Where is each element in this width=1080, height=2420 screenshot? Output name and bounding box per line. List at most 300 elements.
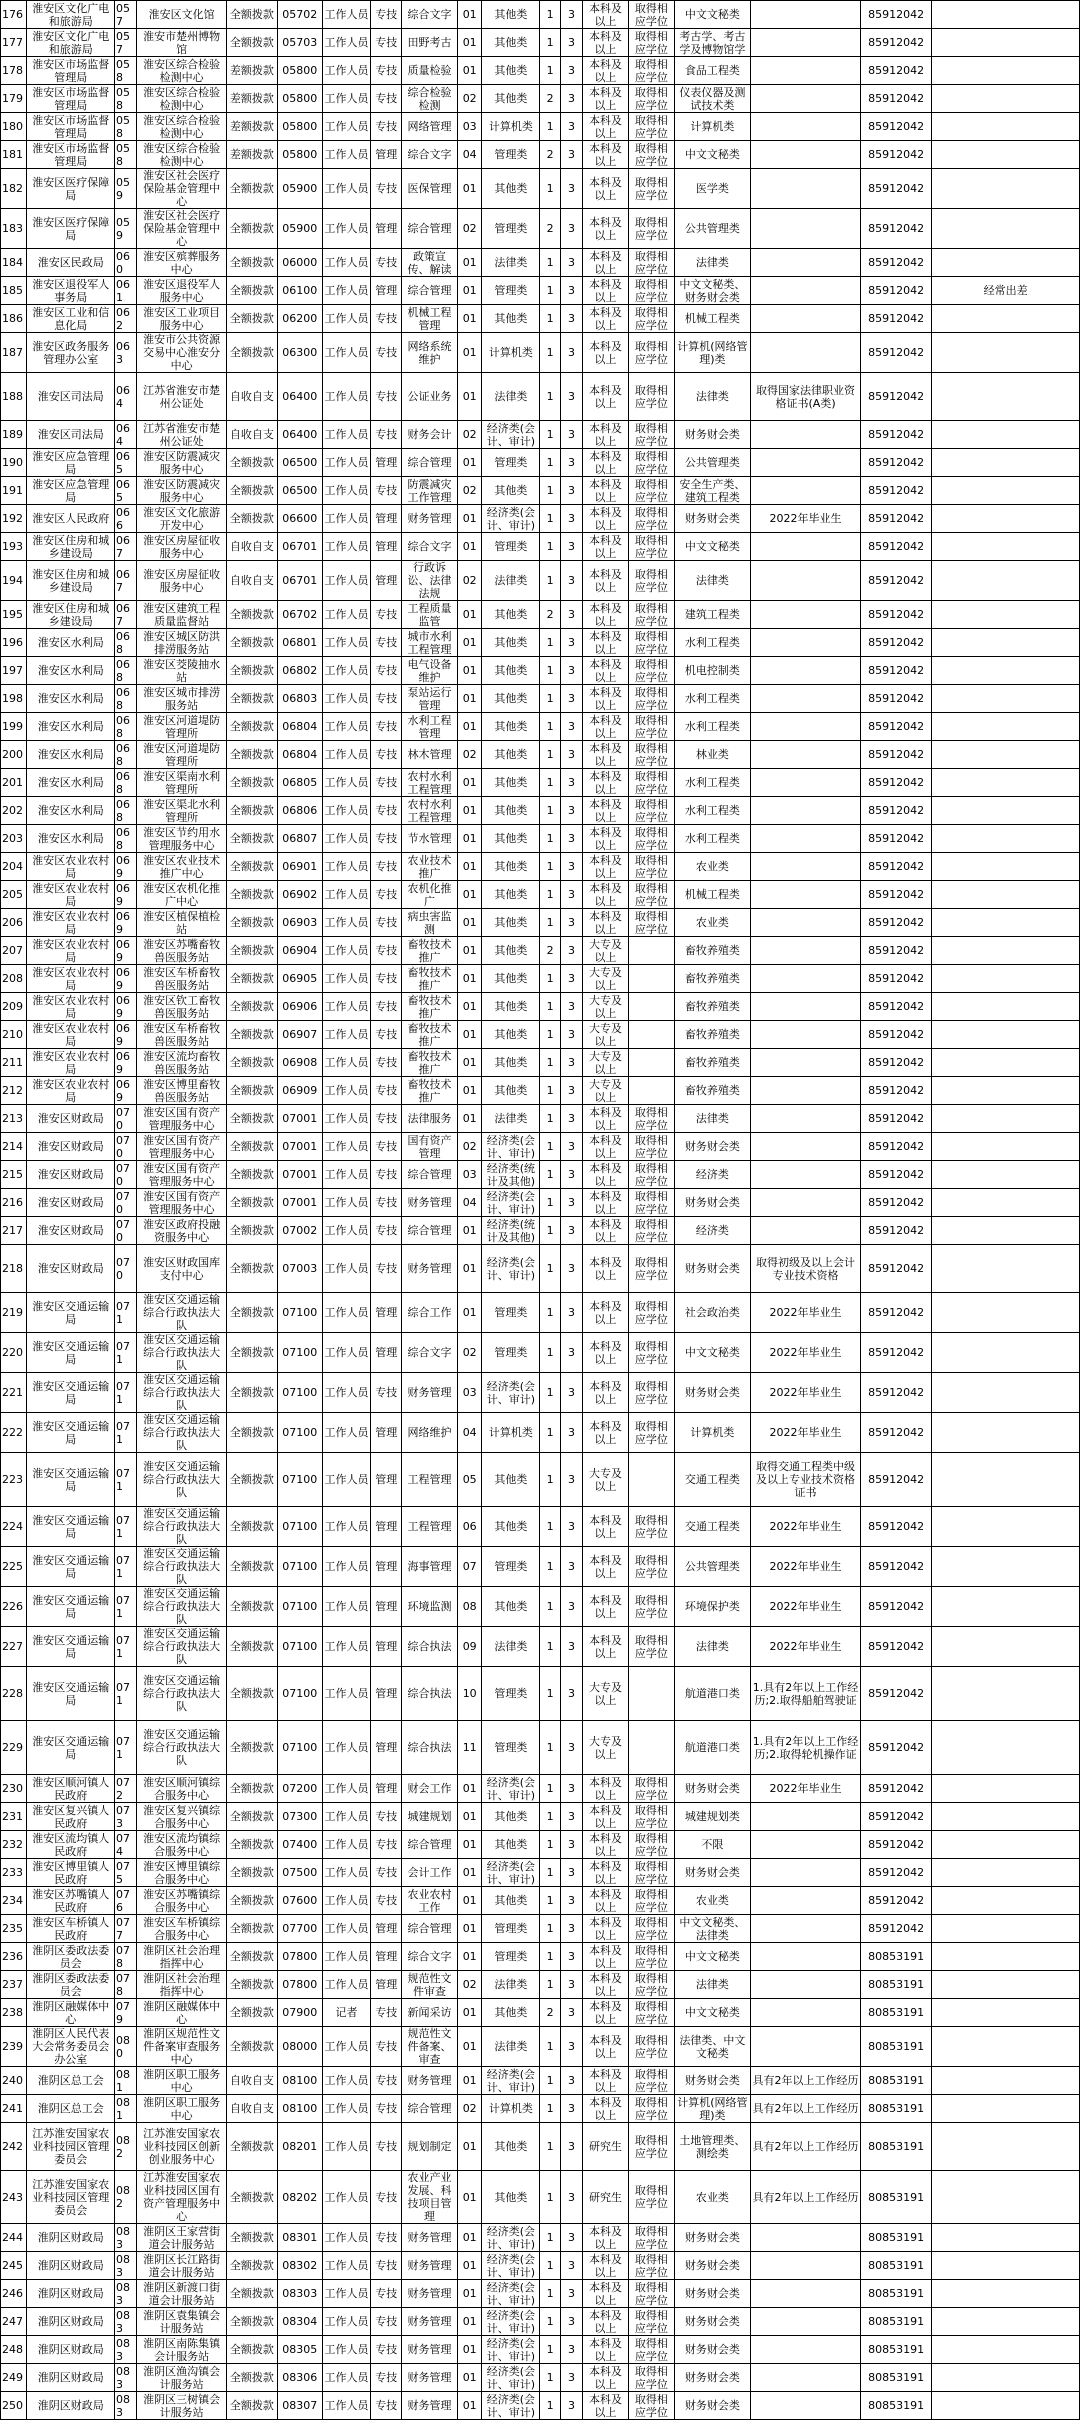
education-requirement: 本科及以上 xyxy=(583,2252,629,2280)
other-requirement xyxy=(751,85,861,113)
major-requirement: 计算机(网络管理)类 xyxy=(674,333,750,373)
department-cell: 淮安区民政局 xyxy=(27,249,115,277)
position-name: 财务管理 xyxy=(402,1245,458,1293)
hiring-count: 1 xyxy=(540,1453,560,1507)
position-type: 专技 xyxy=(371,333,402,373)
major-requirement: 畜牧养殖类 xyxy=(674,1049,750,1077)
position-name: 国有资产管理 xyxy=(402,1133,458,1161)
position-type: 管理 xyxy=(371,1775,402,1803)
funding-type: 全额拨款 xyxy=(226,1413,277,1453)
education-requirement: 研究生 xyxy=(583,2123,629,2171)
position-name: 综合文字 xyxy=(402,1333,458,1373)
hiring-count: 1 xyxy=(540,1803,560,1831)
department-code: 080 xyxy=(114,2027,136,2067)
row-number: 216 xyxy=(1,1189,27,1217)
position-category: 工作人员 xyxy=(322,85,371,113)
position-name: 网络系统维护 xyxy=(402,333,458,373)
exam-category: 管理类 xyxy=(482,1547,540,1587)
position-name: 综合文字 xyxy=(402,1,458,29)
hiring-count: 1 xyxy=(540,713,560,741)
funding-type: 自收自支 xyxy=(226,421,277,449)
post-index: 02 xyxy=(457,1971,481,1999)
position-type: 专技 xyxy=(371,825,402,853)
table-row xyxy=(1,2252,1080,2280)
major-requirement: 财务财会类 xyxy=(674,1133,750,1161)
exam-category: 其他类 xyxy=(482,29,540,57)
department-code: 069 xyxy=(114,993,136,1021)
contact-phone: 85912042 xyxy=(861,741,932,769)
exam-category: 管理类 xyxy=(482,141,540,169)
remark xyxy=(932,169,1080,209)
contact-phone: 85912042 xyxy=(861,29,932,57)
degree-requirement: 取得相应学位 xyxy=(628,2224,674,2252)
table-row xyxy=(1,533,1080,561)
major-requirement: 水利工程类 xyxy=(674,825,750,853)
post-index: 01 xyxy=(457,373,481,421)
row-number: 224 xyxy=(1,1507,27,1547)
position-type: 专技 xyxy=(371,373,402,421)
position-category: 工作人员 xyxy=(322,29,371,57)
department-code: 076 xyxy=(114,1887,136,1915)
hiring-count: 1 xyxy=(540,1627,560,1667)
position-code: 08100 xyxy=(277,2095,322,2123)
position-code: 08302 xyxy=(277,2252,322,2280)
education-requirement: 本科及以上 xyxy=(583,533,629,561)
department-code: 081 xyxy=(114,2095,136,2123)
row-number: 193 xyxy=(1,533,27,561)
table-row xyxy=(1,333,1080,373)
position-name: 畜牧技术推广 xyxy=(402,1077,458,1105)
hiring-count: 1 xyxy=(540,113,560,141)
major-requirement: 财务财会类 xyxy=(674,2224,750,2252)
position-type: 专技 xyxy=(371,1161,402,1189)
table-row xyxy=(1,1775,1080,1803)
remark xyxy=(932,1971,1080,1999)
degree-requirement: 取得相应学位 xyxy=(628,29,674,57)
contact-phone: 80853191 xyxy=(861,2123,932,2171)
unit-name-cell: 淮安区车桥畜牧兽医服务站 xyxy=(137,965,227,993)
other-requirement xyxy=(751,2308,861,2336)
position-name: 环境监测 xyxy=(402,1587,458,1627)
exam-ratio: 3 xyxy=(560,249,582,277)
remark xyxy=(932,2123,1080,2171)
post-index: 01 xyxy=(457,1943,481,1971)
department-cell: 淮安区复兴镇人民政府 xyxy=(27,1803,115,1831)
remark xyxy=(932,1667,1080,1721)
post-index: 01 xyxy=(457,1105,481,1133)
exam-ratio: 3 xyxy=(560,909,582,937)
major-requirement: 财务财会类 xyxy=(674,2308,750,2336)
major-requirement: 财务财会类 xyxy=(674,1859,750,1887)
contact-phone: 85912042 xyxy=(861,477,932,505)
degree-requirement: 取得相应学位 xyxy=(628,2392,674,2420)
contact-phone: 85912042 xyxy=(861,881,932,909)
exam-ratio: 3 xyxy=(560,601,582,629)
post-index: 01 xyxy=(457,29,481,57)
remark xyxy=(932,561,1080,601)
department-code: 067 xyxy=(114,533,136,561)
unit-name-cell: 淮安区综合检验检测中心 xyxy=(137,85,227,113)
degree-requirement: 取得相应学位 xyxy=(628,2123,674,2171)
major-requirement: 中文文秘类 xyxy=(674,533,750,561)
unit-name-cell: 淮安区农业技术推广中心 xyxy=(137,853,227,881)
post-index: 01 xyxy=(457,713,481,741)
hiring-count: 1 xyxy=(540,533,560,561)
education-requirement: 本科及以上 xyxy=(583,601,629,629)
table-row xyxy=(1,2280,1080,2308)
exam-ratio: 3 xyxy=(560,1943,582,1971)
department-cell: 淮安区水利局 xyxy=(27,825,115,853)
contact-phone: 80853191 xyxy=(861,2095,932,2123)
contact-phone: 85912042 xyxy=(861,1077,932,1105)
position-name: 畜牧技术推广 xyxy=(402,993,458,1021)
department-code: 058 xyxy=(114,113,136,141)
hiring-count: 1 xyxy=(540,1189,560,1217)
exam-ratio: 3 xyxy=(560,1803,582,1831)
post-index: 01 xyxy=(457,1,481,29)
position-code: 07100 xyxy=(277,1547,322,1587)
row-number: 229 xyxy=(1,1721,27,1775)
remark xyxy=(932,1547,1080,1587)
table-row xyxy=(1,277,1080,305)
exam-category: 其他类 xyxy=(482,629,540,657)
position-name: 综合检验检测 xyxy=(402,85,458,113)
position-category: 工作人员 xyxy=(322,421,371,449)
degree-requirement: 取得相应学位 xyxy=(628,477,674,505)
row-number: 178 xyxy=(1,57,27,85)
position-name: 综合管理 xyxy=(402,2095,458,2123)
unit-name-cell: 淮安市公共资源交易中心淮安分中心 xyxy=(137,333,227,373)
department-code: 071 xyxy=(114,1293,136,1333)
position-type: 专技 xyxy=(371,2364,402,2392)
funding-type: 全额拨款 xyxy=(226,2224,277,2252)
exam-ratio: 3 xyxy=(560,1,582,29)
position-type: 管理 xyxy=(371,1333,402,1373)
position-name: 农机化推广 xyxy=(402,881,458,909)
position-name: 法律服务 xyxy=(402,1105,458,1133)
education-requirement: 本科及以上 xyxy=(583,505,629,533)
hiring-count: 2 xyxy=(540,209,560,249)
row-number: 239 xyxy=(1,2027,27,2067)
remark xyxy=(932,209,1080,249)
exam-category: 其他类 xyxy=(482,797,540,825)
position-type: 管理 xyxy=(371,1915,402,1943)
exam-ratio: 3 xyxy=(560,1217,582,1245)
table-row xyxy=(1,2364,1080,2392)
position-code: 07100 xyxy=(277,1453,322,1507)
post-index: 01 xyxy=(457,1245,481,1293)
department-cell: 淮安区农业农村局 xyxy=(27,1021,115,1049)
hiring-count: 1 xyxy=(540,2392,560,2420)
exam-ratio: 3 xyxy=(560,1859,582,1887)
position-code: 06909 xyxy=(277,1077,322,1105)
remark xyxy=(932,685,1080,713)
hiring-count: 1 xyxy=(540,1971,560,1999)
major-requirement: 财务财会类 xyxy=(674,2392,750,2420)
table-row xyxy=(1,113,1080,141)
position-code: 06500 xyxy=(277,477,322,505)
hiring-count: 1 xyxy=(540,2308,560,2336)
position-code: 07800 xyxy=(277,1943,322,1971)
contact-phone: 80853191 xyxy=(861,2280,932,2308)
other-requirement: 2022年毕业生 xyxy=(751,1627,861,1667)
exam-category: 经济类(会计、审计) xyxy=(482,2280,540,2308)
degree-requirement: 取得相应学位 xyxy=(628,2095,674,2123)
row-number: 234 xyxy=(1,1887,27,1915)
position-name: 质量检验 xyxy=(402,57,458,85)
hiring-count: 1 xyxy=(540,1547,560,1587)
position-category: 工作人员 xyxy=(322,657,371,685)
row-number: 205 xyxy=(1,881,27,909)
unit-name-cell: 淮安区政府投融资服务中心 xyxy=(137,1217,227,1245)
post-index: 01 xyxy=(457,1915,481,1943)
funding-type: 自收自支 xyxy=(226,2095,277,2123)
post-index: 01 xyxy=(457,305,481,333)
position-category: 工作人员 xyxy=(322,1971,371,1999)
remark xyxy=(932,881,1080,909)
major-requirement: 财务财会类 xyxy=(674,2336,750,2364)
unit-name-cell: 淮安区车桥镇综合服务中心 xyxy=(137,1915,227,1943)
table-row xyxy=(1,85,1080,113)
hiring-count: 1 xyxy=(540,769,560,797)
position-type: 管理 xyxy=(371,1293,402,1333)
degree-requirement: 取得相应学位 xyxy=(628,713,674,741)
position-code: 06701 xyxy=(277,533,322,561)
other-requirement xyxy=(751,277,861,305)
position-code: 07600 xyxy=(277,1887,322,1915)
remark xyxy=(932,2364,1080,2392)
row-number: 236 xyxy=(1,1943,27,1971)
unit-name-cell: 淮安区交通运输综合行政执法大队 xyxy=(137,1547,227,1587)
funding-type: 全额拨款 xyxy=(226,277,277,305)
position-code: 07001 xyxy=(277,1133,322,1161)
position-category: 工作人员 xyxy=(322,1803,371,1831)
unit-name-cell: 淮安区防震减灾服务中心 xyxy=(137,477,227,505)
position-type: 管理 xyxy=(371,533,402,561)
education-requirement: 本科及以上 xyxy=(583,1587,629,1627)
education-requirement: 本科及以上 xyxy=(583,1971,629,1999)
position-code: 07900 xyxy=(277,1999,322,2027)
funding-type: 全额拨款 xyxy=(226,169,277,209)
position-category: 工作人员 xyxy=(322,909,371,937)
education-requirement: 本科及以上 xyxy=(583,561,629,601)
unit-name-cell: 淮阴区王家营街道会计服务站 xyxy=(137,2224,227,2252)
table-row xyxy=(1,1217,1080,1245)
exam-ratio: 3 xyxy=(560,1547,582,1587)
major-requirement: 林业类 xyxy=(674,741,750,769)
education-requirement: 本科及以上 xyxy=(583,141,629,169)
table-row xyxy=(1,1999,1080,2027)
exam-ratio: 3 xyxy=(560,965,582,993)
table-row xyxy=(1,1373,1080,1413)
education-requirement: 本科及以上 xyxy=(583,1,629,29)
position-category: 工作人员 xyxy=(322,2067,371,2095)
other-requirement: 取得交通工程类中级及以上专业技术资格证书 xyxy=(751,1453,861,1507)
exam-ratio: 3 xyxy=(560,1373,582,1413)
position-code: 07001 xyxy=(277,1161,322,1189)
education-requirement: 本科及以上 xyxy=(583,825,629,853)
hiring-count: 1 xyxy=(540,909,560,937)
hiring-count: 1 xyxy=(540,305,560,333)
post-index: 02 xyxy=(457,741,481,769)
unit-name-cell: 淮安区交通运输综合行政执法大队 xyxy=(137,1721,227,1775)
department-cell: 淮安区住房和城乡建设局 xyxy=(27,561,115,601)
position-category: 工作人员 xyxy=(322,2364,371,2392)
unit-name-cell: 淮安区节约用水管理服务中心 xyxy=(137,825,227,853)
education-requirement: 本科及以上 xyxy=(583,421,629,449)
exam-category: 其他类 xyxy=(482,1999,540,2027)
other-requirement xyxy=(751,249,861,277)
department-code: 067 xyxy=(114,601,136,629)
row-number: 204 xyxy=(1,853,27,881)
major-requirement: 中文文秘类 xyxy=(674,1,750,29)
education-requirement: 大专及以上 xyxy=(583,1667,629,1721)
exam-ratio: 3 xyxy=(560,57,582,85)
other-requirement xyxy=(751,209,861,249)
remark xyxy=(932,1217,1080,1245)
table-row xyxy=(1,1413,1080,1453)
position-category: 工作人员 xyxy=(322,113,371,141)
major-requirement: 公共管理类 xyxy=(674,209,750,249)
position-type: 专技 xyxy=(371,169,402,209)
position-category: 工作人员 xyxy=(322,1627,371,1667)
other-requirement xyxy=(751,909,861,937)
degree-requirement: 取得相应学位 xyxy=(628,1293,674,1333)
row-number: 189 xyxy=(1,421,27,449)
funding-type: 全额拨款 xyxy=(226,1189,277,1217)
degree-requirement: 取得相应学位 xyxy=(628,85,674,113)
department-cell: 淮安区农业农村局 xyxy=(27,965,115,993)
education-requirement: 本科及以上 xyxy=(583,1133,629,1161)
position-name: 综合执法 xyxy=(402,1627,458,1667)
post-index: 09 xyxy=(457,1627,481,1667)
unit-name-cell: 淮安区房屋征收服务中心 xyxy=(137,533,227,561)
major-requirement: 财务财会类 xyxy=(674,2364,750,2392)
exam-category: 经济类(会计、审计) xyxy=(482,421,540,449)
department-code: 058 xyxy=(114,141,136,169)
row-number: 246 xyxy=(1,2280,27,2308)
exam-category: 其他类 xyxy=(482,741,540,769)
remark xyxy=(932,1413,1080,1453)
unit-name-cell: 淮安区综合检验检测中心 xyxy=(137,113,227,141)
position-type: 专技 xyxy=(371,909,402,937)
major-requirement: 交通工程类 xyxy=(674,1453,750,1507)
contact-phone: 85912042 xyxy=(861,1161,932,1189)
position-type: 专技 xyxy=(371,629,402,657)
hiring-count: 1 xyxy=(540,2224,560,2252)
contact-phone: 80853191 xyxy=(861,2067,932,2095)
row-number: 222 xyxy=(1,1413,27,1453)
department-cell: 淮安区交通运输局 xyxy=(27,1667,115,1721)
degree-requirement: 取得相应学位 xyxy=(628,1333,674,1373)
department-cell: 淮安区交通运输局 xyxy=(27,1627,115,1667)
exam-ratio: 3 xyxy=(560,1887,582,1915)
position-name: 新闻采访 xyxy=(402,1999,458,2027)
position-category: 工作人员 xyxy=(322,1721,371,1775)
unit-name-cell: 淮安区国有资产管理服务中心 xyxy=(137,1105,227,1133)
education-requirement: 本科及以上 xyxy=(583,1507,629,1547)
position-name: 财务管理 xyxy=(402,2364,458,2392)
major-requirement: 法律类 xyxy=(674,1627,750,1667)
row-number: 212 xyxy=(1,1077,27,1105)
exam-ratio: 3 xyxy=(560,1775,582,1803)
position-name: 财务管理 xyxy=(402,2280,458,2308)
position-type: 专技 xyxy=(371,2027,402,2067)
department-cell: 淮安区应急管理局 xyxy=(27,449,115,477)
department-code: 083 xyxy=(114,2224,136,2252)
post-index: 01 xyxy=(457,937,481,965)
position-code: 08304 xyxy=(277,2308,322,2336)
position-name: 综合管理 xyxy=(402,1217,458,1245)
position-type: 专技 xyxy=(371,2095,402,2123)
other-requirement xyxy=(751,2336,861,2364)
exam-ratio: 3 xyxy=(560,657,582,685)
position-code: 06906 xyxy=(277,993,322,1021)
other-requirement xyxy=(751,2364,861,2392)
contact-phone: 85912042 xyxy=(861,629,932,657)
position-name: 农村水利工程管理 xyxy=(402,769,458,797)
remark xyxy=(932,1077,1080,1105)
degree-requirement: 取得相应学位 xyxy=(628,1507,674,1547)
department-cell: 淮安区顺河镇人民政府 xyxy=(27,1775,115,1803)
major-requirement: 法律类 xyxy=(674,1105,750,1133)
position-type: 专技 xyxy=(371,1999,402,2027)
education-requirement: 本科及以上 xyxy=(583,1189,629,1217)
position-type: 管理 xyxy=(371,1587,402,1627)
degree-requirement xyxy=(628,937,674,965)
department-cell: 淮阴区财政局 xyxy=(27,2280,115,2308)
position-category: 工作人员 xyxy=(322,533,371,561)
major-requirement: 中文文秘类、财务财会类 xyxy=(674,277,750,305)
major-requirement: 财务财会类 xyxy=(674,2067,750,2095)
position-code: 06903 xyxy=(277,909,322,937)
funding-type: 全额拨款 xyxy=(226,1453,277,1507)
row-number: 241 xyxy=(1,2095,27,2123)
position-type: 专技 xyxy=(371,1217,402,1245)
unit-name-cell: 淮安区植保植检站 xyxy=(137,909,227,937)
exam-ratio: 3 xyxy=(560,1133,582,1161)
department-cell: 淮阴区财政局 xyxy=(27,2308,115,2336)
position-name: 农村水利工程管理 xyxy=(402,797,458,825)
department-cell: 淮安区农业农村局 xyxy=(27,853,115,881)
unit-name-cell: 淮安区工业项目服务中心 xyxy=(137,305,227,333)
department-code: 071 xyxy=(114,1627,136,1667)
position-category: 工作人员 xyxy=(322,2308,371,2336)
other-requirement xyxy=(751,1803,861,1831)
unit-name-cell: 淮安区社会医疗保险基金管理中心 xyxy=(137,209,227,249)
table-row xyxy=(1,881,1080,909)
post-index: 01 xyxy=(457,1049,481,1077)
remark: 经常出差 xyxy=(932,277,1080,305)
table-row xyxy=(1,1627,1080,1667)
major-requirement: 水利工程类 xyxy=(674,685,750,713)
department-cell: 淮阴区财政局 xyxy=(27,2252,115,2280)
major-requirement: 农业类 xyxy=(674,1887,750,1915)
position-name: 综合文字 xyxy=(402,533,458,561)
position-name: 机械工程管理 xyxy=(402,305,458,333)
department-code: 071 xyxy=(114,1413,136,1453)
hiring-count: 1 xyxy=(540,1373,560,1413)
remark xyxy=(932,1161,1080,1189)
department-cell: 淮安区财政局 xyxy=(27,1105,115,1133)
table-row xyxy=(1,1021,1080,1049)
funding-type: 全额拨款 xyxy=(226,1943,277,1971)
other-requirement: 2022年毕业生 xyxy=(751,1413,861,1453)
position-type: 专技 xyxy=(371,2280,402,2308)
position-code: 07100 xyxy=(277,1667,322,1721)
education-requirement: 大专及以上 xyxy=(583,1021,629,1049)
unit-name-cell: 淮安区交通运输综合行政执法大队 xyxy=(137,1453,227,1507)
